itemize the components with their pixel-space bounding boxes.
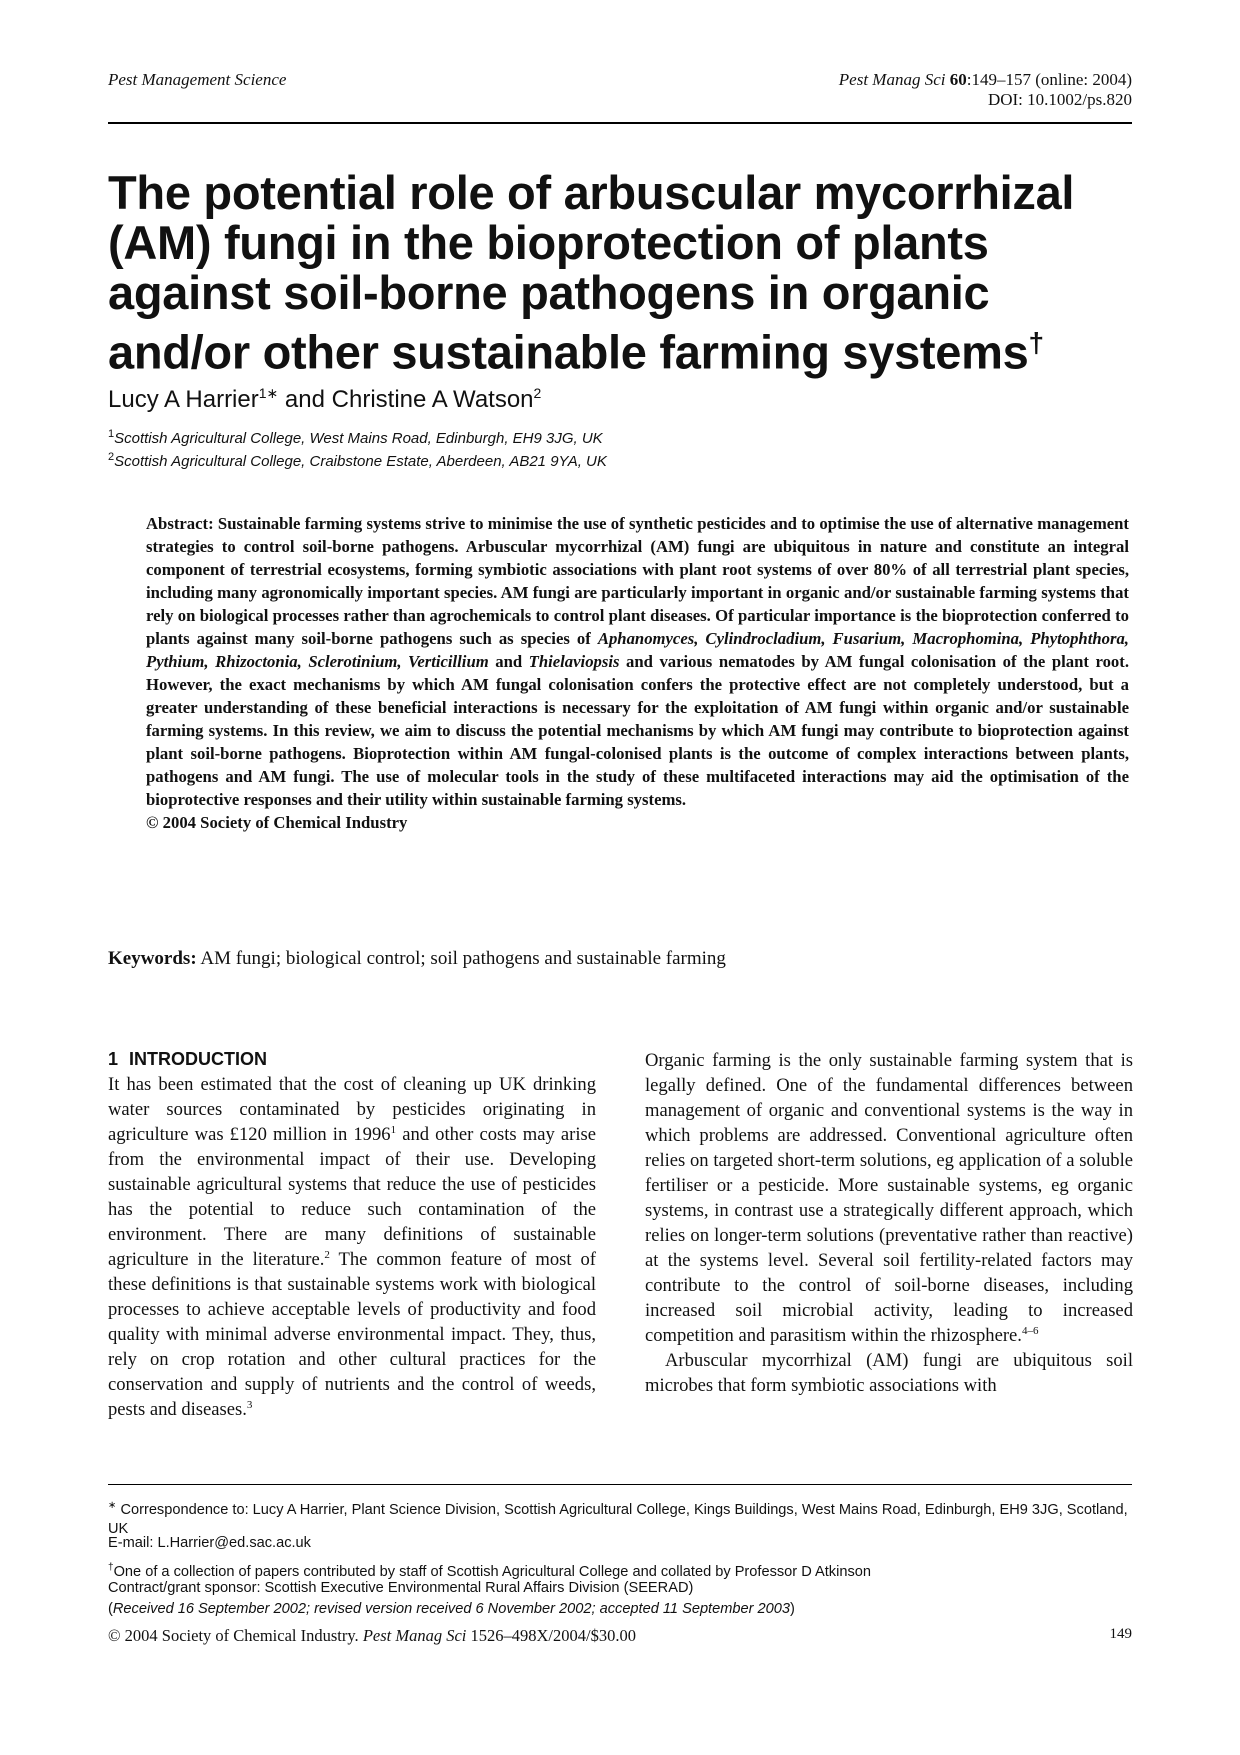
paper-title <box>108 168 1132 378</box>
author-2-mark: 2 <box>533 385 542 401</box>
received-dates: Received 16 September 2002; revised version received 6 November 2002; accepted 11 September 2003 <box>112 1601 791 1617</box>
author-line <box>108 385 541 414</box>
citation-ref-2: 2 <box>324 1248 330 1261</box>
citation-volume: 60 <box>949 70 967 89</box>
affiliation-1-text: Scottish Agricultural College, West Mains Road, Edinburgh, EH9 3JG, UK <box>114 430 603 447</box>
footnote-correspondence <box>108 1496 1132 1539</box>
author-1: Lucy A Harrier <box>108 386 259 413</box>
bottom-issn: 1526–498X/2004/$30.00 <box>466 1626 636 1645</box>
intro-text-c: The common feature of most of these definitions is that sustainable systems work with biological processes to achieve acceptable levels of productivity and food quality with minimal adverse environmental impact. They, thus, rely on crop rotation and other cultural practices for the conservation and supply of nutrients and the control of weeds, pests and diseases. <box>108 1249 596 1420</box>
citation-ref-3: 3 <box>246 1398 253 1411</box>
affiliation-2-text: Scottish Agricultural College, Craibstone Estate, Aberdeen, AB21 9YA, UK <box>114 453 607 470</box>
received-open: ( <box>108 1601 113 1617</box>
abstract-part-2: and various nematodes by AM fungal colonisation of the plant root. However, the exact mechanisms by which AM fungal colonisation confers the protective effect are not completely understood, but a greater understanding of these beneficial interactions is necessary for the exploitation of AM fungi within organic and/or sustainable farming systems. In this review, we aim to discuss the potential mechanisms by which AM fungi may contribute to bioprotection against plant soil-borne pathogens. Bioprotection within AM fungal-colonised plants is the outcome of complex interactions between plants, pathogens and AM fungi. The use of molecular tools in the study of these multifaceted interactions may aid the optimisation of the bioprotective responses and their utility within sustainable farming systems. <box>146 652 1129 809</box>
abstract-and: and <box>488 652 529 671</box>
abstract-copyright: © 2004 Society of Chemical Industry <box>146 813 408 832</box>
affiliation-1-mark: 1 <box>108 428 115 440</box>
affiliation-2-mark: 2 <box>108 451 115 463</box>
section-number: 1 <box>108 1049 119 1069</box>
footnote-email: E-mail: L.Harrier@ed.sac.ac.uk <box>108 1535 311 1551</box>
organic-paragraph <box>645 1048 1133 1348</box>
page-number: 149 <box>1109 1626 1132 1642</box>
bottom-line <box>108 1626 1132 1646</box>
organic-text: Organic farming is the only sustainable farming system that is legally defined. One of the fundamental differences between management of organic and conventional systems is the way in which problems are addressed. Conventional agriculture often relies on targeted short-term solutions, eg application of a soluble fertiliser or a pesticide. More sustainable systems, eg organic systems, in contrast use a strategically different approach, which relies on longer-term solutions (preventative rather than reactive) at the systems level. Several soil fertility-related factors may contribute to the control of soil-borne diseases, including increased soil microbial activity, leading to increased competition and parasitism within the rhizosphere. <box>645 1050 1133 1346</box>
intro-text-a: It has been estimated that the cost of cleaning up UK drinking water sources contaminated by pesticides originating in agriculture was £120 million in 1996 <box>108 1074 596 1145</box>
citation-block <box>839 70 1132 110</box>
footnote-received <box>108 1600 1132 1619</box>
citation-line <box>839 70 1132 90</box>
collection-text: One of a collection of papers contributed by staff of Scottish Agricultural College and collated by Professor D Atkinson <box>113 1563 871 1580</box>
keywords <box>108 948 726 970</box>
left-column <box>108 1047 596 1422</box>
journal-name: Pest Management Science <box>108 70 287 89</box>
abstract-genera: Aphanomyces, Cylindrocladium, Fusarium, Macrophomina, Phytophthora, Pythium, Rhizoctonia, Sclerotinium, Verticillium <box>146 629 1129 671</box>
citation-ref-1: 1 <box>390 1123 397 1136</box>
author-joiner: and <box>278 386 332 413</box>
title-dagger: † <box>1028 327 1044 358</box>
bottom-copyright: © 2004 Society of Chemical Industry. <box>108 1626 363 1645</box>
citation-pages: :149–157 (online: 2004) <box>966 70 1132 89</box>
keywords-label: Keywords: <box>108 948 197 969</box>
footnote-rule <box>108 1484 1132 1485</box>
footnote-sponsor: Contract/grant sponsor: Scottish Executive Environmental Rural Affairs Division (SEERAD) <box>108 1580 694 1596</box>
citation-ref-4-6: 4–6 <box>1021 1324 1039 1337</box>
affiliation-1 <box>108 428 603 447</box>
right-column <box>645 1048 1133 1398</box>
intro-paragraph-1 <box>108 1072 596 1422</box>
paper-title-text: The potential role of arbuscular mycorrhizal (AM) fungi in the bioprotection of plants against soil-borne pathogens in organic and/or other sustainable farming systems <box>108 166 1075 379</box>
author-2: Christine A Watson <box>331 386 534 413</box>
header-rule <box>108 122 1132 124</box>
intro-text-b: and other costs may arise from the environmental impact of their use. Developing sustainable agricultural systems that reduce the use of pesticides has the potential to reduce such contamination of the environment. There are many definitions of sustainable agriculture in the literature. <box>108 1124 596 1270</box>
abstract-genus-last: Thielaviopsis <box>528 652 620 671</box>
correspondence-text: Correspondence to: Lucy A Harrier, Plant Science Division, Scottish Agricultural College, Kings Buildings, West Mains Road, Edinburgh, EH9 3JG, Scotland, UK <box>108 1501 1128 1537</box>
abstract-label: Abstract: <box>146 514 214 533</box>
collection-dagger: † <box>108 1562 114 1573</box>
affiliation-2 <box>108 451 607 470</box>
received-close: ) <box>790 1601 795 1617</box>
citation-journal: Pest Manag Sci <box>838 70 946 89</box>
abstract <box>146 512 1129 834</box>
section-title: INTRODUCTION <box>129 1049 268 1069</box>
author-1-mark: 1∗ <box>258 385 279 401</box>
abstract-part-1: Sustainable farming systems strive to minimise the use of synthetic pesticides and to optimise the use of alternative management strategies to control soil-borne pathogens. Arbuscular mycorrhizal (AM) fungi are ubiquitous in nature and constitute an integral component of terrestrial ecosystems, forming symbiotic associations with plant root systems of over 80% of all terrestrial plant species, including many agronomically important species. AM fungi are particularly important in organic and/or sustainable farming systems that rely on biological processes rather than agrochemicals to control plant diseases. Of particular importance is the bioprotection conferred to plants against many soil-borne pathogens such as species of <box>146 514 1129 648</box>
doi: DOI: 10.1002/ps.820 <box>987 90 1132 109</box>
am-fungi-paragraph: Arbuscular mycorrhizal (AM) fungi are ubiquitous soil microbes that form symbiotic associations with <box>645 1350 1133 1396</box>
section-heading <box>108 1047 596 1072</box>
bottom-journal: Pest Manag Sci <box>362 1626 467 1645</box>
correspondence-mark: ∗ <box>108 1500 117 1511</box>
keywords-text: AM fungi; biological control; soil pathogens and sustainable farming <box>196 948 726 969</box>
